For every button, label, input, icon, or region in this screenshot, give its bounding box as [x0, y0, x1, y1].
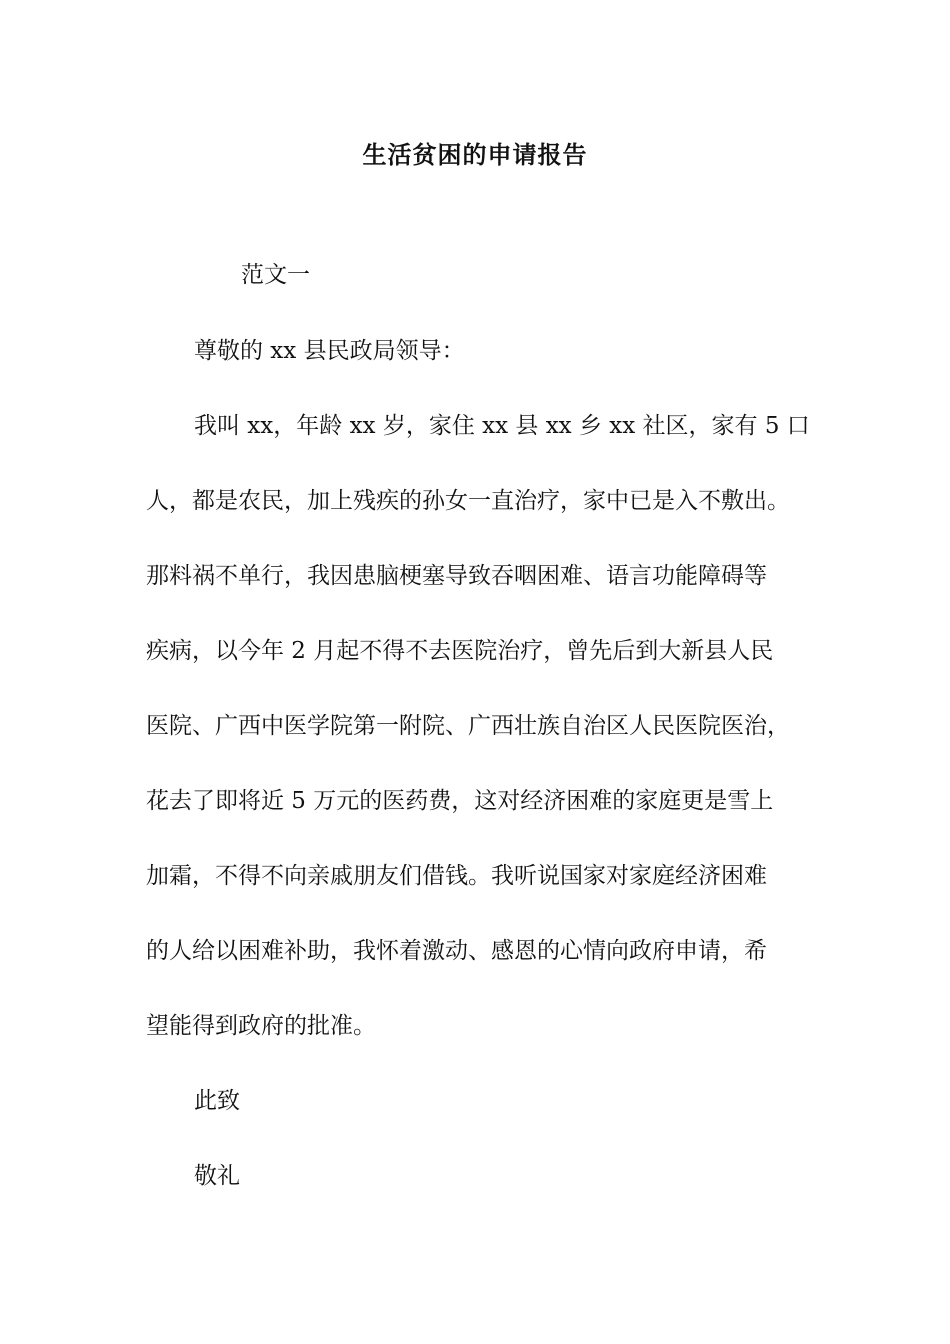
closing-line: 此致: [194, 1088, 240, 1114]
body-line: 的人给以困难补助，我怀着激动、感恩的心情向政府申请，希: [146, 938, 767, 964]
body-line: 那料祸不单行，我因患脑梗塞导致吞咽困难、语言功能障碍等: [146, 563, 767, 589]
body-line: 望能得到政府的批准。: [146, 1013, 376, 1039]
body-line: 人，都是农民，加上残疾的孙女一直治疗，家中已是入不敷出。: [146, 488, 790, 514]
sample-label: 范文一: [241, 262, 310, 288]
document-title: 生活贫困的申请报告: [362, 141, 588, 169]
body-line: 我叫 xx，年龄 xx 岁，家住 xx 县 xx 乡 xx 社区，家有 5 口: [194, 413, 810, 439]
body-line: 花去了即将近 5 万元的医药费，这对经济困难的家庭更是雪上: [146, 788, 774, 814]
salutation: 尊敬的 xx 县民政局领导：: [194, 338, 465, 364]
closing-salute: 敬礼: [194, 1163, 240, 1189]
body-line: 加霜，不得不向亲戚朋友们借钱。我听说国家对家庭经济困难: [146, 863, 767, 889]
body-line: 疾病，以今年 2 月起不得不去医院治疗，曾先后到大新县人民: [146, 638, 774, 664]
body-line: 医院、广西中医学院第一附院、广西壮族自治区人民医院医治，: [146, 713, 790, 739]
